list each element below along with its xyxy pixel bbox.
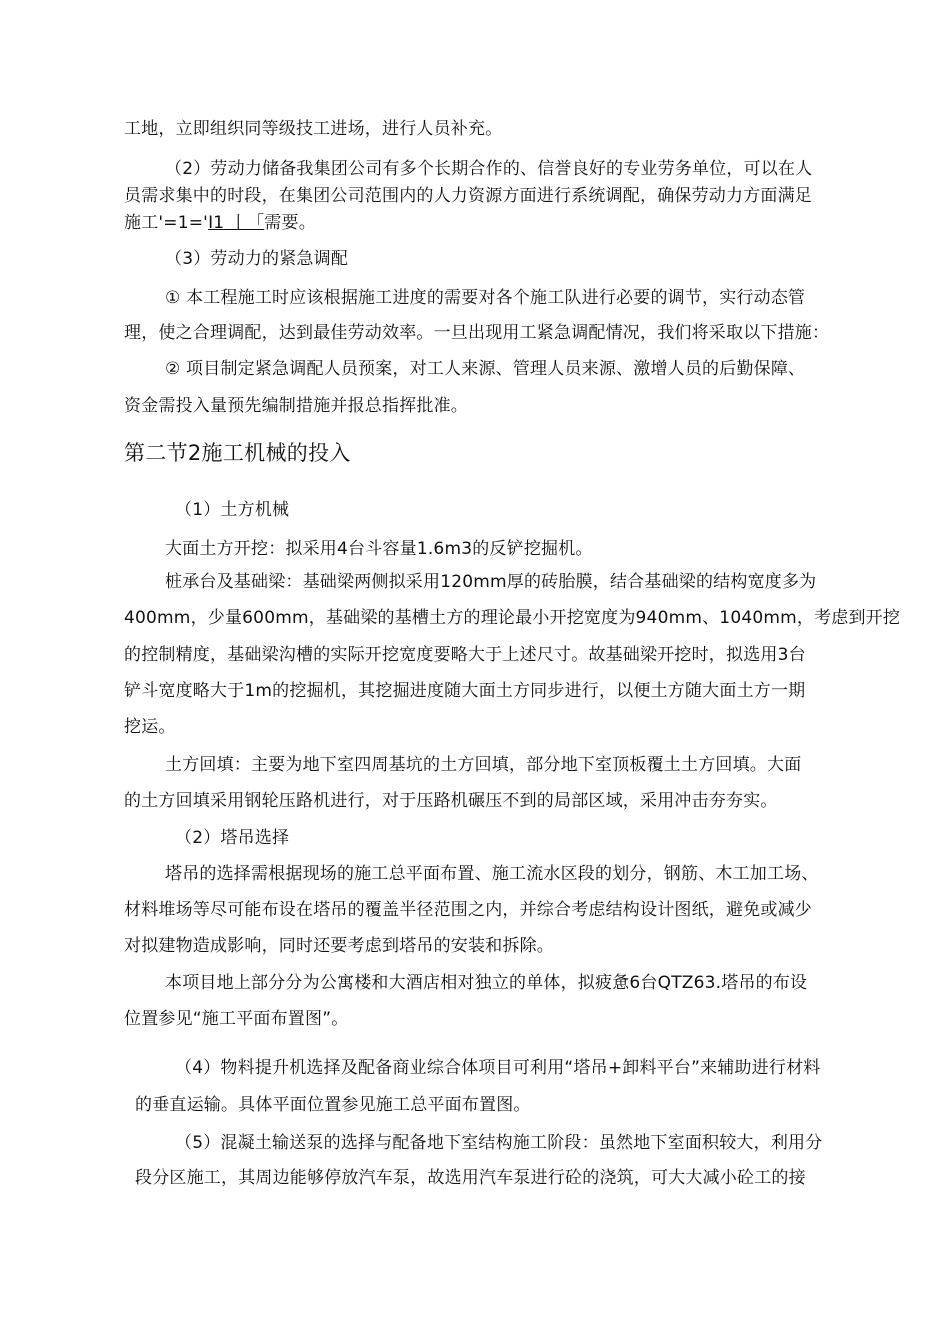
paragraph-line <box>124 211 316 235</box>
paragraph-line: ① 本工程施工时应该根据施工进度的需要对各个施工队进行必要的调节，实行动态管 <box>165 288 806 308</box>
paragraph-line: 挖运。 <box>124 717 176 737</box>
paragraph-line: 塔吊的选择需根据现场的施工总平面布置、施工流水区段的划分，钢筋、木工加工场、 <box>165 864 819 884</box>
paragraph-line: ② 项目制定紧急调配人员预案，对工人来源、管理人员来源、激增人员的后勤保障、 <box>165 359 806 379</box>
paragraph-line: 土方回填：主要为地下室四周基坑的土方回填，部分地下室顶板覆土土方回填。大面 <box>165 755 802 775</box>
paragraph-line: （4）物料提升机选择及配备商业综合体项目可利用“塔吊+卸料平台”来辅助进行材料 <box>175 1058 821 1078</box>
paragraph-line: 理，使之合理调配，达到最佳劳动效率。一旦出现用工紧急调配情况，我们将采取以下措施： <box>124 323 830 343</box>
paragraph-line: 员需求集中的时段，在集团公司范围内的人力资源方面进行系统调配，确保劳动力方面满足 <box>124 186 812 206</box>
paragraph-line: （2）劳动力储备我集团公司有多个长期合作的、信誉良好的专业劳务单位，可以在人 <box>165 159 813 179</box>
list-heading: （2）塔吊选择 <box>175 828 290 848</box>
paragraph-line: 大面土方开挖：拟采用4台斗容量1.6m3的反铲挖掘机。 <box>165 539 593 559</box>
paragraph-line: 的控制精度，基础梁沟槽的实际开挖宽度要略大于上述尺寸。故基础梁开挖时，拟选用3台 <box>124 645 806 665</box>
paragraph-line: 400mm，少量600mm，基础梁的基槽土方的理论最小开挖宽度为940mm、1040mm，考虑到开挖 <box>124 608 901 628</box>
paragraph-line: 工地，立即组织同等级技工进场，进行人员补充。 <box>124 119 503 139</box>
paragraph-line: 铲斗宽度略大于1m的挖掘机，其挖掘进度随大面土方同步进行，以便土方随大面土方一期 <box>124 681 806 701</box>
paragraph-line: 对拟建物造成影响，同时还要考虑到塔吊的安装和拆除。 <box>124 936 554 956</box>
list-heading: （1）土方机械 <box>175 500 290 520</box>
paragraph-line: （5）混凝土输送泵的选择与配备地下室结构施工阶段：虽然地下室面积较大，利用分 <box>175 1133 823 1153</box>
garbled-text: 施工'=1=' <box>124 213 209 233</box>
paragraph-line: 本项目地上部分分为公寓楼和大酒店相对独立的单体，拟疲惫6台QTZ63.塔吊的布设 <box>165 973 808 993</box>
garbled-underlined-text: I1 丨「 <box>208 213 265 233</box>
paragraph-line: 材料堆场等尽可能布设在塔吊的覆盖半径范围之内，并综合考虑结构设计图纸，避免或减少 <box>124 900 812 920</box>
paragraph-line: 桩承台及基础梁：基础梁两侧拟采用120mm厚的砖胎膜，结合基础梁的结构宽度多为 <box>165 572 817 592</box>
paragraph-line: 资金需投入量预先编制措施并报总指挥批准。 <box>124 396 468 416</box>
paragraph-line: 位置参见“施工平面布置图”。 <box>124 1009 349 1029</box>
paragraph-line: 段分区施工，其周边能够停放汽车泵，故选用汽车泵进行砼的浇筑，可大大减小砼工的接 <box>135 1168 806 1188</box>
paragraph-text: 需要。 <box>264 213 316 233</box>
paragraph-line: 的土方回填采用钢轮压路机进行，对于压路机碾压不到的局部区域，采用冲击夯夯实。 <box>124 791 778 811</box>
section-heading: 第二节2施工机械的投入 <box>124 441 351 465</box>
list-heading: （3）劳动力的紧急调配 <box>165 249 349 269</box>
paragraph-line: 的垂直运输。具体平面位置参见施工总平面布置图。 <box>135 1095 531 1115</box>
